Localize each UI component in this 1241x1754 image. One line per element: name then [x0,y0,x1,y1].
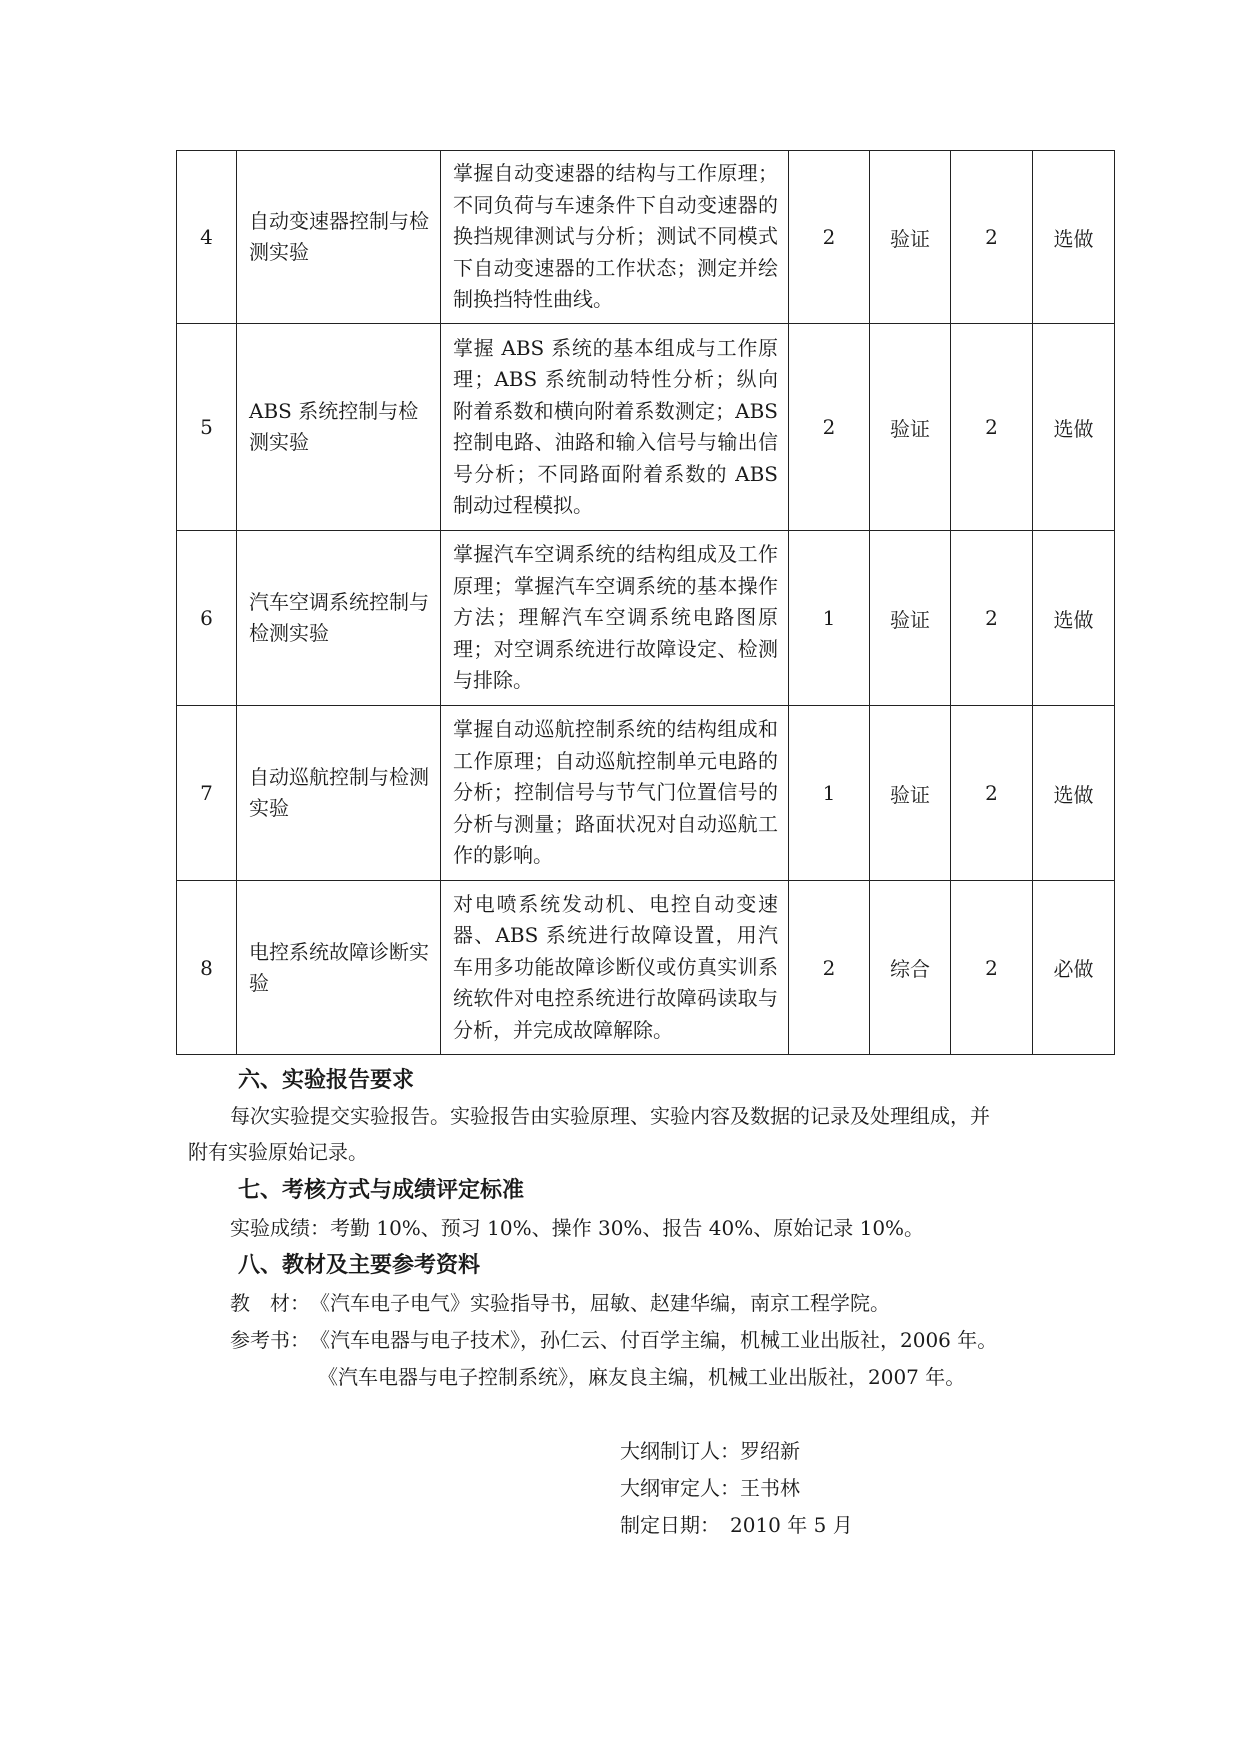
experiment-type: 验证 [870,151,951,324]
section-heading-report: 六、实验报告要求 [238,1068,415,1093]
row-number: 6 [177,531,237,706]
experiment-type: 验证 [870,706,951,881]
experiment-requirement: 选做 [1033,324,1115,531]
experiment-group: 2 [951,531,1033,706]
experiment-requirement: 必做 [1033,881,1115,1055]
experiment-group: 2 [951,881,1033,1055]
experiment-group: 2 [951,706,1033,881]
experiment-type: 综合 [870,881,951,1055]
row-number: 4 [177,151,237,324]
textbook-line [230,1287,890,1316]
experiment-content: 掌握自动变速器的结构与工作原理；不同负荷与车速条件下自动变速器的换挡规律测试与分析；测试不同模式下自动变速器的工作状态；测定并绘制换挡特性曲线。 [441,151,789,324]
textbook-text: 《汽车电子电气》实验指导书，屈敏、赵建华编，南京工程学院。 [310,1291,890,1315]
experiment-content: 掌握 ABS 系统的基本组成与工作原理；ABS 系统制动特性分析；纵向附着系数和横向附着系数测定；ABS 控制电路、油路和输入信号与输出信号分析；不同路面附着系数的 ABS 制动过程模拟。 [441,324,789,531]
experiment-content: 掌握自动巡航控制系统的结构组成和工作原理；自动巡航控制单元电路的分析；控制信号与节气门位置信号的分析与测量；路面状况对自动巡航工作的影响。 [441,706,789,881]
report-text-line1: 每次实验提交实验报告。实验报告由实验原理、实验内容及数据的记录及处理组成，并 [230,1104,990,1128]
experiment-type: 验证 [870,324,951,531]
experiment-hours: 2 [789,151,870,324]
section-heading-materials: 八、教材及主要参考资料 [238,1253,481,1278]
reference-text-2: 《汽车电器与电子控制系统》，麻友良主编，机械工业出版社，2007 年。 [318,1365,966,1389]
syllabus-reviewer: 大纲审定人：王书林 [620,1476,800,1500]
row-number: 7 [177,706,237,881]
experiment-hours: 1 [789,531,870,706]
row-number: 5 [177,324,237,531]
syllabus-author: 大纲制订人：罗绍新 [620,1439,800,1463]
experiment-content: 对电喷系统发动机、电控自动变速器、ABS 系统进行故障设置，用汽车用多功能故障诊断仪或仿真实训系统软件对电控系统进行故障码读取与分析，并完成故障解除。 [441,881,789,1055]
experiment-name: 自动巡航控制与检测实验 [237,706,441,881]
table-row [177,151,1115,324]
syllabus-date: 制定日期： 2010 年 5 月 [620,1513,853,1537]
experiment-name: 电控系统故障诊断实验 [237,881,441,1055]
experiment-name: ABS 系统控制与检测实验 [237,324,441,531]
experiment-table [176,150,1115,1055]
row-number: 8 [177,881,237,1055]
experiment-requirement: 选做 [1033,151,1115,324]
section-heading-assessment: 七、考核方式与成绩评定标准 [238,1178,525,1203]
assessment-text: 实验成绩：考勤 10%、预习 10%、操作 30%、报告 40%、原始记录 10%。 [230,1216,925,1240]
table-row [177,324,1115,531]
table-row [177,531,1115,706]
reference-label: 参考书： [230,1328,310,1352]
experiment-group: 2 [951,151,1033,324]
experiment-content: 掌握汽车空调系统的结构组成及工作原理；掌握汽车空调系统的基本操作方法；理解汽车空调系统电路图原理；对空调系统进行故障设定、检测与排除。 [441,531,789,706]
experiment-group: 2 [951,324,1033,531]
experiment-hours: 2 [789,881,870,1055]
table-row [177,881,1115,1055]
experiment-name: 自动变速器控制与检测实验 [237,151,441,324]
experiment-hours: 2 [789,324,870,531]
reference-text-1: 《汽车电器与电子技术》，孙仁云、付百学主编，机械工业出版社，2006 年。 [310,1328,998,1352]
experiment-requirement: 选做 [1033,706,1115,881]
experiment-type: 验证 [870,531,951,706]
experiment-name: 汽车空调系统控制与检测实验 [237,531,441,706]
experiment-requirement: 选做 [1033,531,1115,706]
textbook-label: 教 材： [230,1291,310,1315]
report-text-line2: 附有实验原始记录。 [188,1140,368,1164]
experiment-hours: 1 [789,706,870,881]
table-row [177,706,1115,881]
reference-line [230,1324,997,1353]
